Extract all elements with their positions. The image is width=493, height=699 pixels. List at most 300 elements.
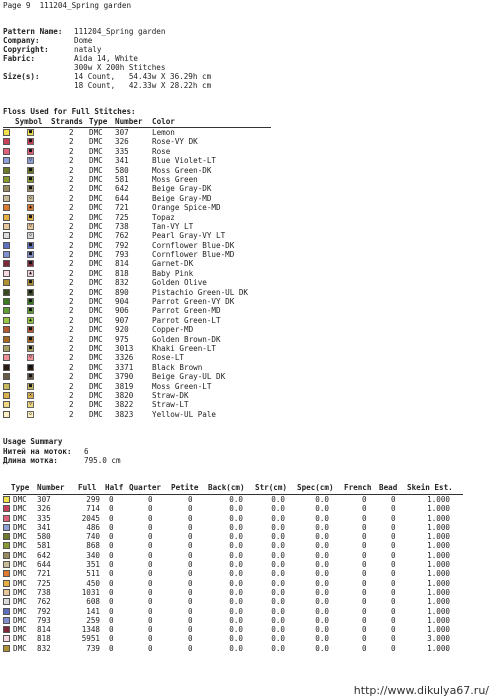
usage-back: 0.0 [229, 569, 243, 579]
usage-str: 0.0 [271, 606, 285, 616]
floss-color-name: Cornflower Blue-MD [152, 250, 235, 260]
color-swatch [3, 270, 10, 277]
floss-color-name: Orange Spice-MD [152, 203, 221, 213]
usage-bead: 0 [391, 615, 396, 625]
floss-type: DMC [89, 400, 103, 410]
size-18-count: 18 Count, 42.33w X 28.22h cm [74, 81, 212, 90]
usage-body [3, 495, 463, 653]
floss-color-name: Tan-VY LT [152, 221, 194, 231]
usage-number: 725 [37, 578, 51, 588]
usage-number: 307 [37, 495, 51, 504]
usage-petite: 0 [188, 495, 193, 504]
usage-back: 0.0 [229, 495, 243, 504]
color-swatch [3, 515, 10, 522]
usage-french: 0 [362, 587, 367, 597]
floss-type: DMC [89, 128, 103, 137]
usage-spec: 0.0 [315, 504, 329, 514]
usage-half: 0 [109, 504, 114, 514]
floss-type: DMC [89, 203, 103, 213]
floss-type: DMC [89, 174, 103, 184]
usage-type: DMC [13, 587, 27, 597]
color-swatch [3, 223, 10, 230]
color-swatch [3, 617, 10, 624]
floss-number: 3820 [115, 390, 134, 400]
usage-row [3, 523, 463, 532]
floss-strands: 2 [69, 146, 74, 156]
floss-color-name: Pearl Gray-VY LT [152, 231, 226, 241]
color-swatch [3, 176, 10, 183]
usage-half: 0 [109, 587, 114, 597]
usage-skein: 1.000 [427, 541, 450, 551]
floss-type: DMC [89, 212, 103, 222]
floss-type: DMC [89, 137, 103, 147]
usage-row [3, 532, 463, 541]
usage-spec: 0.0 [315, 522, 329, 532]
floss-color-name: Topaz [152, 212, 175, 222]
usage-half: 0 [109, 569, 114, 579]
usage-french: 0 [362, 625, 367, 635]
floss-row [3, 335, 271, 344]
usage-str: 0.0 [271, 634, 285, 644]
usage-skein: 3.000 [427, 634, 450, 644]
color-swatch [3, 505, 10, 512]
stitch-symbol-icon: ■ [28, 335, 32, 342]
stitch-symbol-icon: ■ [28, 298, 32, 305]
usage-french: 0 [362, 569, 367, 579]
usage-full: 141 [86, 606, 100, 616]
floss-number: 307 [115, 128, 129, 137]
usage-petite: 0 [188, 597, 193, 607]
floss-row [3, 137, 271, 146]
floss-strands: 2 [69, 231, 74, 241]
stitch-symbol-icon: ■ [28, 279, 32, 286]
length-label: Длина мотка: [3, 456, 58, 465]
floss-row [3, 278, 271, 287]
color-swatch [3, 289, 10, 296]
floss-strands: 2 [69, 362, 74, 372]
floss-strands: 2 [69, 409, 74, 419]
usage-row [3, 560, 463, 569]
usage-skein: 1.000 [427, 532, 450, 542]
floss-number: 814 [115, 259, 129, 269]
usage-row [3, 551, 463, 560]
floss-number: 975 [115, 334, 129, 344]
usage-skein: 1.000 [427, 522, 450, 532]
color-swatch [3, 635, 10, 642]
stitch-symbol-icon: ■ [28, 166, 32, 173]
usage-french: 0 [362, 504, 367, 514]
floss-number: 580 [115, 165, 129, 175]
stitch-symbol-icon: ■ [28, 363, 32, 370]
usage-french: 0 [362, 606, 367, 616]
usage-number: 580 [37, 532, 51, 542]
floss-number: 920 [115, 325, 129, 335]
usage-type: DMC [13, 643, 27, 653]
usage-back: 0.0 [229, 587, 243, 597]
usage-french: 0 [362, 560, 367, 570]
header-color: Color [152, 117, 175, 126]
usage-full: 868 [86, 541, 100, 551]
usage-back: 0.0 [229, 625, 243, 635]
usage-french: 0 [362, 597, 367, 607]
usage-spec: 0.0 [315, 625, 329, 635]
usage-quarter: 0 [148, 625, 153, 635]
usage-number: 341 [37, 522, 51, 532]
usage-quarter: 0 [148, 522, 153, 532]
usage-full: 2045 [81, 513, 100, 523]
usage-str: 0.0 [271, 550, 285, 560]
stitch-symbol-icon: ■ [28, 185, 32, 192]
usage-row [3, 579, 463, 588]
usage-type: DMC [13, 569, 27, 579]
usage-number: 581 [37, 541, 51, 551]
usage-bead: 0 [391, 569, 396, 579]
usage-back: 0.0 [229, 541, 243, 551]
usage-half: 0 [109, 606, 114, 616]
floss-type: DMC [89, 268, 103, 278]
color-swatch [3, 185, 10, 192]
floss-strands: 2 [69, 372, 74, 382]
usage-type: DMC [13, 560, 27, 570]
usage-quarter: 0 [148, 634, 153, 644]
usage-petite: 0 [188, 578, 193, 588]
usage-french: 0 [362, 532, 367, 542]
color-swatch [3, 157, 10, 164]
header-strands: Strands [51, 117, 84, 126]
usage-row [3, 597, 463, 606]
floss-row [3, 222, 271, 231]
floss-type: DMC [89, 184, 103, 194]
color-swatch [3, 317, 10, 324]
floss-strands: 2 [69, 343, 74, 353]
usage-quarter: 0 [148, 560, 153, 570]
floss-color-name: Straw-LT [152, 400, 189, 410]
usage-bead: 0 [391, 587, 396, 597]
floss-row [3, 213, 271, 222]
stitch-symbol-icon: ■ [28, 138, 32, 145]
usage-skein: 1.000 [427, 569, 450, 579]
color-swatch [3, 354, 10, 361]
color-swatch [3, 496, 10, 503]
usage-row [3, 616, 463, 625]
usage-petite: 0 [188, 615, 193, 625]
floss-color-name: Black Brown [152, 362, 203, 372]
usage-petite: 0 [188, 504, 193, 514]
floss-strands: 2 [69, 278, 74, 288]
usage-petite: 0 [188, 569, 193, 579]
usage-full: 340 [86, 550, 100, 560]
uheader-str: Str(cm) [255, 483, 288, 492]
usage-back: 0.0 [229, 504, 243, 514]
floss-row [3, 259, 271, 268]
floss-type: DMC [89, 297, 103, 307]
floss-row [3, 306, 271, 315]
usage-number: 762 [37, 597, 51, 607]
floss-strands: 2 [69, 315, 74, 325]
usage-half: 0 [109, 541, 114, 551]
usage-half: 0 [109, 560, 114, 570]
color-swatch [3, 392, 10, 399]
uheader-number: Number [37, 483, 65, 492]
floss-type: DMC [89, 221, 103, 231]
usage-str: 0.0 [271, 597, 285, 607]
floss-number: 3790 [115, 372, 134, 382]
color-swatch [3, 524, 10, 531]
usage-number: 644 [37, 560, 51, 570]
floss-strands: 2 [69, 165, 74, 175]
stitch-symbol-icon: ▲ [28, 204, 32, 211]
usage-spec: 0.0 [315, 541, 329, 551]
usage-type: DMC [13, 606, 27, 616]
usage-bead: 0 [391, 495, 396, 504]
usage-quarter: 0 [148, 569, 153, 579]
floss-color-name: Straw-DK [152, 390, 189, 400]
usage-back: 0.0 [229, 606, 243, 616]
usage-skein: 1.000 [427, 560, 450, 570]
usage-back: 0.0 [229, 560, 243, 570]
usage-back: 0.0 [229, 532, 243, 542]
color-swatch [3, 326, 10, 333]
floss-strands: 2 [69, 390, 74, 400]
usage-spec: 0.0 [315, 643, 329, 653]
floss-row [3, 147, 271, 156]
usage-row [3, 504, 463, 513]
stitch-symbol-icon: ▲ [28, 269, 32, 276]
usage-french: 0 [362, 550, 367, 560]
usage-spec: 0.0 [315, 634, 329, 644]
fabric-stitches: 300w X 200h Stitches [74, 63, 166, 72]
size-14-count: 14 Count, 54.43w X 36.29h cm [74, 72, 212, 81]
floss-number: 890 [115, 287, 129, 297]
color-swatch [3, 307, 10, 314]
usage-back: 0.0 [229, 550, 243, 560]
uheader-full: Full [78, 483, 97, 492]
floss-row [3, 372, 271, 381]
floss-color-name: Garnet-DK [152, 259, 194, 269]
usage-spec: 0.0 [315, 597, 329, 607]
usage-quarter: 0 [148, 513, 153, 523]
floss-type: DMC [89, 287, 103, 297]
color-swatch [3, 598, 10, 605]
header-number: Number [115, 117, 143, 126]
usage-half: 0 [109, 597, 114, 607]
usage-number: 818 [37, 634, 51, 644]
usage-full: 608 [86, 597, 100, 607]
floss-row [3, 194, 271, 203]
floss-strands: 2 [69, 287, 74, 297]
floss-row [3, 297, 271, 306]
usage-row [3, 644, 463, 653]
usage-full: 1031 [81, 587, 100, 597]
usage-spec: 0.0 [315, 560, 329, 570]
usage-french: 0 [362, 634, 367, 644]
floss-number: 335 [115, 146, 129, 156]
usage-quarter: 0 [148, 643, 153, 653]
uheader-french: French [344, 483, 372, 492]
color-swatch [3, 232, 10, 239]
color-swatch [3, 580, 10, 587]
floss-color-name: Yellow-UL Pale [152, 409, 217, 419]
floss-row [3, 166, 271, 175]
stitch-symbol-icon: ■ [28, 147, 32, 154]
floss-type: DMC [89, 306, 103, 316]
floss-row [3, 231, 271, 240]
usage-type: DMC [13, 625, 27, 635]
usage-french: 0 [362, 541, 367, 551]
fabric-value: Aida 14, White [74, 54, 139, 63]
floss-number: 341 [115, 156, 129, 166]
floss-row [3, 325, 271, 334]
usage-spec: 0.0 [315, 513, 329, 523]
color-swatch [3, 411, 10, 418]
floss-color-name: Parrot Green-VY DK [152, 297, 235, 307]
usage-number: 738 [37, 587, 51, 597]
usage-quarter: 0 [148, 578, 153, 588]
floss-row [3, 128, 271, 137]
floss-color-name: Baby Pink [152, 268, 194, 278]
usage-spec: 0.0 [315, 578, 329, 588]
uheader-spec: Spec(cm) [297, 483, 334, 492]
floss-row [3, 400, 271, 409]
usage-half: 0 [109, 578, 114, 588]
stitch-symbol-icon: ▽ [28, 354, 32, 361]
floss-strands: 2 [69, 268, 74, 278]
stitch-symbol-icon: ▽ [28, 401, 32, 408]
usage-type: DMC [13, 615, 27, 625]
usage-type: DMC [13, 522, 27, 532]
floss-number: 904 [115, 297, 129, 307]
usage-half: 0 [109, 643, 114, 653]
page-header: Page 9 111204_Spring garden [3, 1, 132, 10]
floss-type: DMC [89, 343, 103, 353]
usage-french: 0 [362, 495, 367, 504]
usage-number: 832 [37, 643, 51, 653]
usage-type: DMC [13, 504, 27, 514]
stitch-symbol-icon: ■ [28, 326, 32, 333]
floss-row [3, 250, 271, 259]
usage-str: 0.0 [271, 541, 285, 551]
usage-number: 335 [37, 513, 51, 523]
usage-bead: 0 [391, 532, 396, 542]
uheader-bead: Bead [379, 483, 398, 492]
floss-number: 907 [115, 315, 129, 325]
usage-petite: 0 [188, 634, 193, 644]
usage-quarter: 0 [148, 615, 153, 625]
floss-strands: 2 [69, 306, 74, 316]
floss-number: 326 [115, 137, 129, 147]
usage-row [3, 495, 463, 504]
usage-full: 450 [86, 578, 100, 588]
floss-type: DMC [89, 325, 103, 335]
floss-number: 3823 [115, 409, 134, 419]
color-swatch [3, 401, 10, 408]
usage-str: 0.0 [271, 504, 285, 514]
usage-full: 299 [86, 495, 100, 504]
usage-bead: 0 [391, 550, 396, 560]
usage-full: 714 [86, 504, 100, 514]
usage-french: 0 [362, 615, 367, 625]
floss-type: DMC [89, 372, 103, 382]
floss-color-name: Parrot Green-MD [152, 306, 221, 316]
uheader-quarter: Quarter [129, 483, 162, 492]
usage-petite: 0 [188, 541, 193, 551]
floss-strands: 2 [69, 381, 74, 391]
watermark-url: http://www.dikulya67.ru/ [353, 684, 489, 697]
floss-strands: 2 [69, 212, 74, 222]
usage-skein: 1.000 [427, 495, 450, 504]
usage-half: 0 [109, 495, 114, 504]
floss-row [3, 203, 271, 212]
usage-petite: 0 [188, 522, 193, 532]
uheader-half: Half [105, 483, 124, 492]
floss-row [3, 316, 271, 325]
usage-number: 642 [37, 550, 51, 560]
stitch-symbol-icon: ■ [28, 129, 32, 135]
usage-type: DMC [13, 634, 27, 644]
usage-row [3, 625, 463, 634]
floss-strands: 2 [69, 203, 74, 213]
usage-str: 0.0 [271, 615, 285, 625]
color-swatch [3, 589, 10, 596]
floss-color-name: Beige Gray-UL DK [152, 372, 226, 382]
floss-color-name: Moss Green-LT [152, 381, 212, 391]
floss-color-name: Moss Green-DK [152, 165, 212, 175]
length-value: 795.0 cm [84, 456, 121, 465]
uheader-petite: Petite [171, 483, 199, 492]
usage-spec: 0.0 [315, 606, 329, 616]
usage-spec: 0.0 [315, 587, 329, 597]
stitch-symbol-icon: ■ [28, 344, 32, 351]
usage-str: 0.0 [271, 569, 285, 579]
floss-number: 738 [115, 221, 129, 231]
copyright-label: Copyright: [3, 45, 49, 54]
usage-spec: 0.0 [315, 569, 329, 579]
usage-full: 1348 [81, 625, 100, 635]
floss-strands: 2 [69, 400, 74, 410]
floss-row [3, 241, 271, 250]
stitch-symbol-icon: ▽ [28, 222, 32, 229]
floss-color-name: Beige Gray-DK [152, 184, 212, 194]
color-swatch [3, 373, 10, 380]
floss-number: 644 [115, 193, 129, 203]
floss-color-name: Beige Gray-MD [152, 193, 212, 203]
usage-skein: 1.000 [427, 587, 450, 597]
floss-type: DMC [89, 231, 103, 241]
stitch-symbol-icon: ■ [28, 382, 32, 389]
floss-row [3, 184, 271, 193]
usage-skein: 1.000 [427, 625, 450, 635]
color-swatch [3, 167, 10, 174]
color-swatch [3, 279, 10, 286]
floss-strands: 2 [69, 259, 74, 269]
usage-petite: 0 [188, 625, 193, 635]
floss-number: 906 [115, 306, 129, 316]
uheader-back: Back(cm) [208, 483, 245, 492]
floss-color-name: Lemon [152, 128, 175, 137]
usage-bead: 0 [391, 597, 396, 607]
floss-type: DMC [89, 240, 103, 250]
color-swatch [3, 552, 10, 559]
copyright-value: nataly [74, 45, 102, 54]
usage-quarter: 0 [148, 504, 153, 514]
floss-strands: 2 [69, 297, 74, 307]
usage-french: 0 [362, 513, 367, 523]
usage-table [3, 483, 463, 653]
floss-color-name: Rose-LT [152, 353, 185, 363]
usage-str: 0.0 [271, 513, 285, 523]
color-swatch [3, 204, 10, 211]
usage-back: 0.0 [229, 643, 243, 653]
